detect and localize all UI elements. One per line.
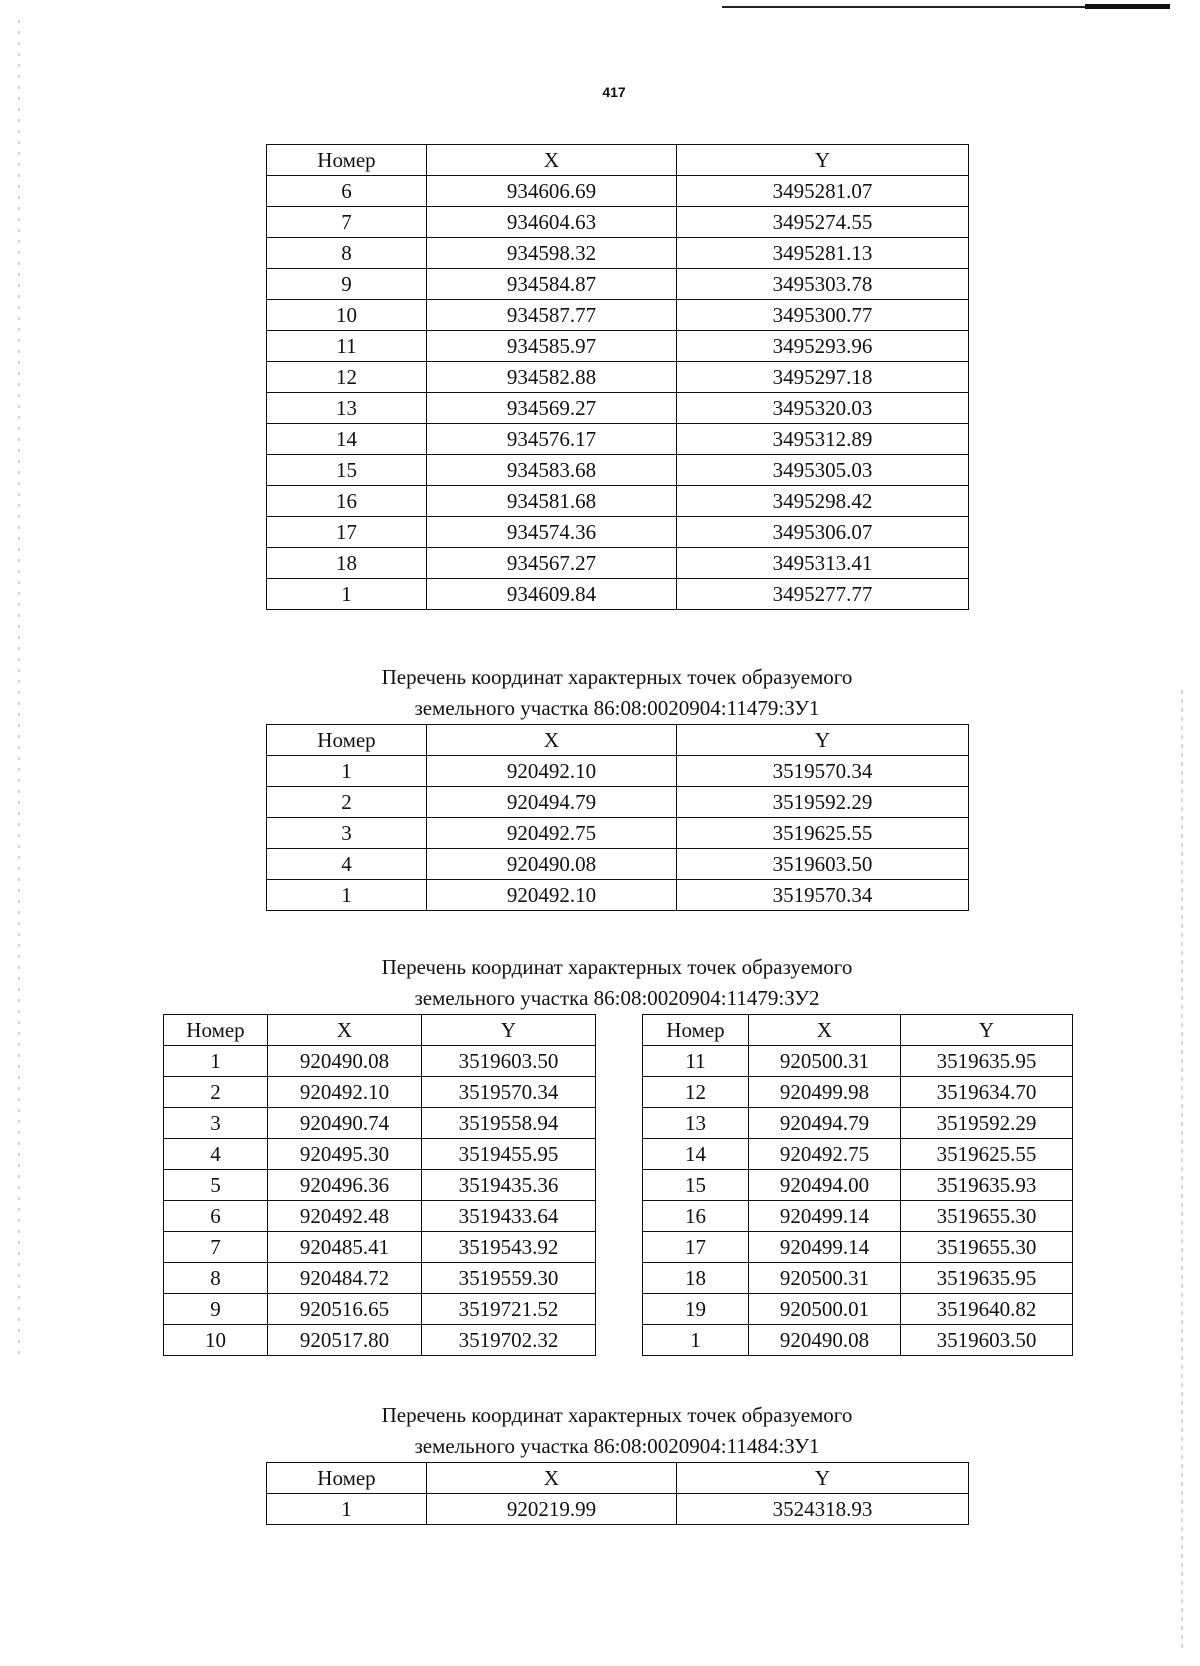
table-header — [164, 1015, 596, 1046]
y-coordinate-cell: 3519603.50 — [422, 1046, 596, 1077]
point-number-cell: 4 — [267, 849, 427, 880]
table-row — [267, 1494, 969, 1525]
table-row — [267, 880, 969, 911]
column-header-point-number: Номер — [267, 145, 427, 176]
header-row — [267, 145, 969, 176]
point-number-cell: 19 — [643, 1294, 749, 1325]
caption-line-1: Перечень координат характерных точек образуемого — [381, 665, 853, 689]
table-row — [267, 176, 969, 207]
y-coordinate-cell: 3519655.30 — [901, 1232, 1073, 1263]
point-number-cell: 14 — [267, 424, 427, 455]
x-coordinate-cell: 920484.72 — [268, 1263, 422, 1294]
x-coordinate-cell: 934606.69 — [427, 176, 677, 207]
y-coordinate-cell: 3495312.89 — [677, 424, 969, 455]
point-number-cell: 2 — [164, 1077, 268, 1108]
table-row — [267, 362, 969, 393]
table-row — [267, 269, 969, 300]
table-row — [267, 207, 969, 238]
table-row — [643, 1232, 1073, 1263]
y-coordinate-cell: 3519640.82 — [901, 1294, 1073, 1325]
point-number-cell: 1 — [267, 579, 427, 610]
y-coordinate-cell: 3495277.77 — [677, 579, 969, 610]
point-number-cell: 10 — [164, 1325, 268, 1356]
coordinates-table-zu2-left — [163, 1014, 596, 1356]
x-coordinate-cell: 934598.32 — [427, 238, 677, 269]
y-coordinate-cell: 3519603.50 — [677, 849, 969, 880]
y-coordinate-cell: 3519635.95 — [901, 1263, 1073, 1294]
x-coordinate-cell: 920499.98 — [749, 1077, 901, 1108]
x-coordinate-cell: 920492.10 — [268, 1077, 422, 1108]
table-row — [643, 1170, 1073, 1201]
table-row — [267, 849, 969, 880]
y-coordinate-cell: 3519625.55 — [677, 818, 969, 849]
y-coordinate-cell: 3495281.13 — [677, 238, 969, 269]
point-number-cell: 8 — [164, 1263, 268, 1294]
table-row — [643, 1108, 1073, 1139]
point-number-cell: 1 — [267, 1494, 427, 1525]
section-caption-zu1 — [266, 662, 968, 724]
y-coordinate-cell: 3519702.32 — [422, 1325, 596, 1356]
table-row — [267, 238, 969, 269]
y-coordinate-cell: 3495297.18 — [677, 362, 969, 393]
y-coordinate-cell: 3519435.36 — [422, 1170, 596, 1201]
column-header-x-coordinate: X — [427, 725, 677, 756]
x-coordinate-cell: 920499.14 — [749, 1232, 901, 1263]
table-row — [267, 517, 969, 548]
y-coordinate-cell: 3495300.77 — [677, 300, 969, 331]
x-coordinate-cell: 934569.27 — [427, 393, 677, 424]
header-row — [643, 1015, 1073, 1046]
column-header-point-number: Номер — [267, 1463, 427, 1494]
point-number-cell: 4 — [164, 1139, 268, 1170]
x-coordinate-cell: 920494.00 — [749, 1170, 901, 1201]
point-number-cell: 13 — [643, 1108, 749, 1139]
y-coordinate-cell: 3519634.70 — [901, 1077, 1073, 1108]
column-header-x-coordinate: X — [427, 145, 677, 176]
point-number-cell: 14 — [643, 1139, 749, 1170]
caption-line-1: Перечень координат характерных точек образуемого — [381, 1403, 853, 1427]
table-body — [164, 1046, 596, 1356]
caption-line-1: Перечень координат характерных точек образуемого — [381, 955, 853, 979]
x-coordinate-cell: 920492.10 — [427, 756, 677, 787]
table-body — [643, 1046, 1073, 1356]
table-row — [164, 1170, 596, 1201]
y-coordinate-cell: 3519570.34 — [677, 880, 969, 911]
y-coordinate-cell: 3495305.03 — [677, 455, 969, 486]
top-border-mark — [1085, 4, 1170, 9]
table-row — [643, 1294, 1073, 1325]
table-header — [643, 1015, 1073, 1046]
y-coordinate-cell: 3519433.64 — [422, 1201, 596, 1232]
table-body — [267, 1494, 969, 1525]
table-row — [164, 1139, 596, 1170]
column-header-y-coordinate: Y — [901, 1015, 1073, 1046]
table-row — [643, 1139, 1073, 1170]
table-row — [267, 486, 969, 517]
table-row — [643, 1201, 1073, 1232]
point-number-cell: 9 — [267, 269, 427, 300]
point-number-cell: 13 — [267, 393, 427, 424]
header-row — [267, 1463, 969, 1494]
y-coordinate-cell: 3519635.93 — [901, 1170, 1073, 1201]
point-number-cell: 7 — [267, 207, 427, 238]
coordinates-table-continuation — [266, 144, 969, 610]
x-coordinate-cell: 920516.65 — [268, 1294, 422, 1325]
x-coordinate-cell: 920492.75 — [749, 1139, 901, 1170]
table-row — [267, 579, 969, 610]
table-header — [267, 725, 969, 756]
x-coordinate-cell: 920495.30 — [268, 1139, 422, 1170]
point-number-cell: 3 — [267, 818, 427, 849]
table-row — [164, 1232, 596, 1263]
table-row — [164, 1325, 596, 1356]
point-number-cell: 16 — [267, 486, 427, 517]
y-coordinate-cell: 3519592.29 — [677, 787, 969, 818]
table-row — [267, 818, 969, 849]
caption-line-2: земельного участка 86:08:0020904:11484:ЗУ1 — [414, 1434, 820, 1458]
x-coordinate-cell: 920490.74 — [268, 1108, 422, 1139]
table-row — [643, 1077, 1073, 1108]
column-header-y-coordinate: Y — [677, 725, 969, 756]
x-coordinate-cell: 920492.10 — [427, 880, 677, 911]
point-number-cell: 3 — [164, 1108, 268, 1139]
x-coordinate-cell: 920492.48 — [268, 1201, 422, 1232]
table-body — [267, 756, 969, 911]
point-number-cell: 7 — [164, 1232, 268, 1263]
y-coordinate-cell: 3519558.94 — [422, 1108, 596, 1139]
table-row — [164, 1201, 596, 1232]
column-header-y-coordinate: Y — [677, 1463, 969, 1494]
scan-edge-right — [1181, 690, 1183, 1650]
table-row — [267, 424, 969, 455]
point-number-cell: 17 — [267, 517, 427, 548]
coordinates-table-11484-zu1 — [266, 1462, 969, 1525]
x-coordinate-cell: 934604.63 — [427, 207, 677, 238]
x-coordinate-cell: 934584.87 — [427, 269, 677, 300]
point-number-cell: 5 — [164, 1170, 268, 1201]
y-coordinate-cell: 3495313.41 — [677, 548, 969, 579]
point-number-cell: 1 — [643, 1325, 749, 1356]
x-coordinate-cell: 934609.84 — [427, 579, 677, 610]
point-number-cell: 18 — [267, 548, 427, 579]
y-coordinate-cell: 3495320.03 — [677, 393, 969, 424]
coordinates-table-zu1 — [266, 724, 969, 911]
table-row — [267, 756, 969, 787]
table-row — [267, 300, 969, 331]
y-coordinate-cell: 3495306.07 — [677, 517, 969, 548]
point-number-cell: 9 — [164, 1294, 268, 1325]
point-number-cell: 1 — [267, 880, 427, 911]
y-coordinate-cell: 3519455.95 — [422, 1139, 596, 1170]
x-coordinate-cell: 920492.75 — [427, 818, 677, 849]
point-number-cell: 12 — [267, 362, 427, 393]
point-number-cell: 1 — [164, 1046, 268, 1077]
y-coordinate-cell: 3519721.52 — [422, 1294, 596, 1325]
x-coordinate-cell: 920517.80 — [268, 1325, 422, 1356]
x-coordinate-cell: 920494.79 — [427, 787, 677, 818]
table-row — [267, 393, 969, 424]
x-coordinate-cell: 920500.31 — [749, 1046, 901, 1077]
point-number-cell: 8 — [267, 238, 427, 269]
x-coordinate-cell: 920494.79 — [749, 1108, 901, 1139]
y-coordinate-cell: 3519570.34 — [677, 756, 969, 787]
x-coordinate-cell: 920499.14 — [749, 1201, 901, 1232]
x-coordinate-cell: 920485.41 — [268, 1232, 422, 1263]
column-header-x-coordinate: X — [749, 1015, 901, 1046]
point-number-cell: 17 — [643, 1232, 749, 1263]
point-number-cell: 16 — [643, 1201, 749, 1232]
table-row — [267, 331, 969, 362]
point-number-cell: 15 — [267, 455, 427, 486]
table-header — [267, 1463, 969, 1494]
column-header-point-number: Номер — [643, 1015, 749, 1046]
y-coordinate-cell: 3495281.07 — [677, 176, 969, 207]
table-row — [164, 1263, 596, 1294]
x-coordinate-cell: 920500.31 — [749, 1263, 901, 1294]
x-coordinate-cell: 920219.99 — [427, 1494, 677, 1525]
y-coordinate-cell: 3519655.30 — [901, 1201, 1073, 1232]
x-coordinate-cell: 934567.27 — [427, 548, 677, 579]
column-header-y-coordinate: Y — [422, 1015, 596, 1046]
x-coordinate-cell: 934576.17 — [427, 424, 677, 455]
page-number: 417 — [602, 84, 626, 100]
y-coordinate-cell: 3524318.93 — [677, 1494, 969, 1525]
y-coordinate-cell: 3519592.29 — [901, 1108, 1073, 1139]
x-coordinate-cell: 920500.01 — [749, 1294, 901, 1325]
x-coordinate-cell: 934585.97 — [427, 331, 677, 362]
table-row — [643, 1263, 1073, 1294]
x-coordinate-cell: 920490.08 — [427, 849, 677, 880]
x-coordinate-cell: 934581.68 — [427, 486, 677, 517]
point-number-cell: 15 — [643, 1170, 749, 1201]
y-coordinate-cell: 3519559.30 — [422, 1263, 596, 1294]
x-coordinate-cell: 920490.08 — [749, 1325, 901, 1356]
y-coordinate-cell: 3519625.55 — [901, 1139, 1073, 1170]
point-number-cell: 2 — [267, 787, 427, 818]
point-number-cell: 12 — [643, 1077, 749, 1108]
column-header-point-number: Номер — [164, 1015, 268, 1046]
x-coordinate-cell: 920490.08 — [268, 1046, 422, 1077]
header-row — [164, 1015, 596, 1046]
x-coordinate-cell: 934574.36 — [427, 517, 677, 548]
table-row — [267, 455, 969, 486]
scan-edge-left — [18, 20, 20, 1360]
point-number-cell: 10 — [267, 300, 427, 331]
column-header-y-coordinate: Y — [677, 145, 969, 176]
y-coordinate-cell: 3495303.78 — [677, 269, 969, 300]
section-caption-zu2 — [266, 952, 968, 1014]
point-number-cell: 6 — [267, 176, 427, 207]
point-number-cell: 11 — [643, 1046, 749, 1077]
y-coordinate-cell: 3519603.50 — [901, 1325, 1073, 1356]
coordinates-table-zu2-right — [642, 1014, 1073, 1356]
column-header-x-coordinate: X — [268, 1015, 422, 1046]
table-row — [267, 787, 969, 818]
table-row — [267, 548, 969, 579]
y-coordinate-cell: 3495274.55 — [677, 207, 969, 238]
table-row — [164, 1046, 596, 1077]
header-row — [267, 725, 969, 756]
table-body — [267, 176, 969, 610]
x-coordinate-cell: 934587.77 — [427, 300, 677, 331]
table-row — [643, 1325, 1073, 1356]
table-row — [164, 1077, 596, 1108]
point-number-cell: 6 — [164, 1201, 268, 1232]
y-coordinate-cell: 3519543.92 — [422, 1232, 596, 1263]
y-coordinate-cell: 3519635.95 — [901, 1046, 1073, 1077]
section-caption-11484-zu1 — [266, 1400, 968, 1462]
table-row — [164, 1108, 596, 1139]
point-number-cell: 11 — [267, 331, 427, 362]
x-coordinate-cell: 920496.36 — [268, 1170, 422, 1201]
column-header-x-coordinate: X — [427, 1463, 677, 1494]
caption-line-2: земельного участка 86:08:0020904:11479:ЗУ1 — [414, 696, 820, 720]
point-number-cell: 1 — [267, 756, 427, 787]
table-header — [267, 145, 969, 176]
y-coordinate-cell: 3495298.42 — [677, 486, 969, 517]
y-coordinate-cell: 3495293.96 — [677, 331, 969, 362]
column-header-point-number: Номер — [267, 725, 427, 756]
table-row — [164, 1294, 596, 1325]
caption-line-2: земельного участка 86:08:0020904:11479:ЗУ2 — [414, 986, 820, 1010]
y-coordinate-cell: 3519570.34 — [422, 1077, 596, 1108]
x-coordinate-cell: 934582.88 — [427, 362, 677, 393]
x-coordinate-cell: 934583.68 — [427, 455, 677, 486]
table-row — [643, 1046, 1073, 1077]
point-number-cell: 18 — [643, 1263, 749, 1294]
